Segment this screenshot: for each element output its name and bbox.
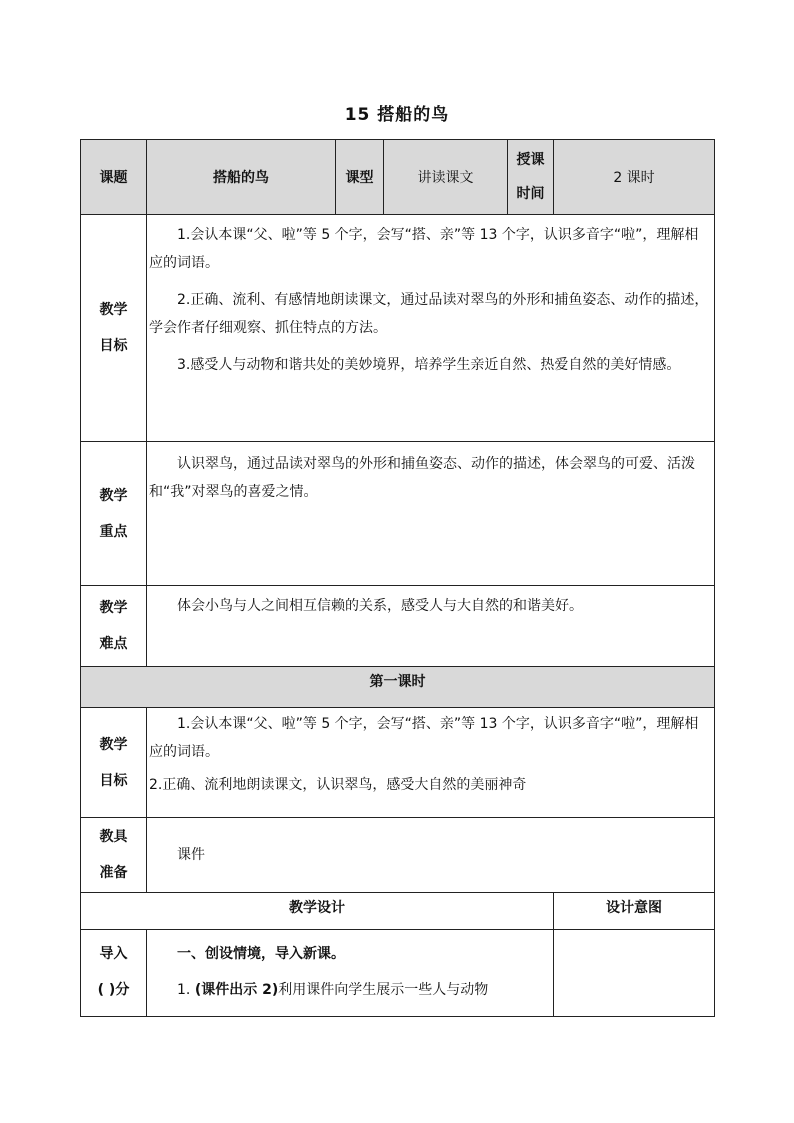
step-1-number: 1.	[177, 982, 191, 998]
difficulties-row	[81, 586, 715, 667]
intro-intent	[554, 930, 715, 1017]
key-points-content	[147, 442, 715, 586]
tools-label	[81, 818, 147, 893]
goals-row	[81, 215, 715, 442]
design-label: 教学设计	[81, 893, 554, 930]
lesson1-goals-label-line2: 目标	[99, 772, 128, 789]
lesson1-goal-2: 2.正确、流利地朗读课文，认识翠鸟，感受大自然的美丽神奇	[149, 777, 527, 793]
step-1	[147, 972, 553, 1008]
lesson1-goals-label-line1: 教学	[99, 736, 128, 753]
step-heading: 一、创设情境，导入新课。	[177, 946, 345, 962]
tools-value: 课件	[177, 847, 205, 863]
goal-item-3: 3.感受人与动物和谐共处的美妙境界，培养学生亲近自然、热爱自然的美好情感。	[177, 357, 681, 373]
intro-row	[81, 930, 715, 1017]
step-1-bold: (课件出示 2)	[194, 982, 279, 998]
tools-label-line1: 教具	[99, 829, 128, 845]
intro-minutes: ( )分	[97, 982, 130, 998]
key-points-row	[81, 442, 715, 586]
goal-item-1: 1.会认本课“父、啦”等 5 个字，会写“搭、亲”等 13 个字，认识多音字“啦”，理解相应的词语。	[149, 227, 699, 271]
topic-label: 课题	[81, 140, 147, 215]
goals-label	[81, 215, 147, 442]
goals-label-line1: 教学	[99, 302, 128, 318]
key-points-text: 认识翠鸟，通过品读对翠鸟的外形和捕鱼姿态、动作的描述，体会翠鸟的可爱、活泼和“我”对翠鸟的喜爱之情。	[149, 456, 695, 500]
time-label-line2: 时间	[516, 186, 545, 202]
intro-label-text: 导入	[99, 946, 128, 962]
lesson1-heading-row	[81, 667, 715, 708]
time-value: 2 课时	[554, 140, 715, 215]
lesson1-goals-label	[81, 708, 147, 818]
tools-content	[147, 818, 715, 893]
lesson1-goals-row	[81, 708, 715, 818]
difficulties-content	[147, 586, 715, 667]
tools-row	[81, 818, 715, 893]
difficulties-text: 体会小鸟与人之间相互信赖的关系，感受人与大自然的和谐美好。	[177, 598, 583, 614]
intro-content	[147, 930, 554, 1017]
lesson-plan-table	[80, 139, 715, 1017]
key-points-label-line2: 重点	[99, 523, 128, 540]
difficulties-label	[81, 586, 147, 667]
goals-content	[147, 215, 715, 442]
difficulties-label-line2: 难点	[99, 636, 128, 652]
difficulties-label-line1: 教学	[99, 600, 128, 616]
intro-label	[81, 930, 147, 1017]
key-points-label-line1: 教学	[99, 487, 128, 504]
key-points-label	[81, 442, 147, 586]
tools-label-line2: 准备	[99, 865, 128, 881]
type-label: 课型	[336, 140, 384, 215]
intent-label: 设计意图	[554, 893, 715, 930]
goals-label-line2: 目标	[99, 338, 128, 354]
type-value: 讲读课文	[384, 140, 508, 215]
lesson1-goals-content	[147, 708, 715, 818]
design-header-row	[81, 893, 715, 930]
lesson1-heading: 第一课时	[81, 667, 715, 708]
time-label-line1: 授课	[516, 152, 545, 168]
header-row	[81, 140, 715, 215]
topic-value: 搭船的鸟	[147, 140, 336, 215]
lesson1-goal-1: 1.会认本课“父、啦”等 5 个字，会写“搭、亲”等 13 个字，认识多音字“啦”，理解相应的词语。	[149, 716, 699, 760]
goal-item-2: 2.正确、流利、有感情地朗读课文，通过品读对翠鸟的外形和捕鱼姿态、动作的描述，学会作者仔细观察、抓住特点的方法。	[149, 292, 709, 336]
time-label	[508, 140, 554, 215]
step-1-text: 利用课件向学生展示一些人与动物	[278, 982, 489, 998]
page-title: 15 搭船的鸟	[344, 105, 450, 125]
